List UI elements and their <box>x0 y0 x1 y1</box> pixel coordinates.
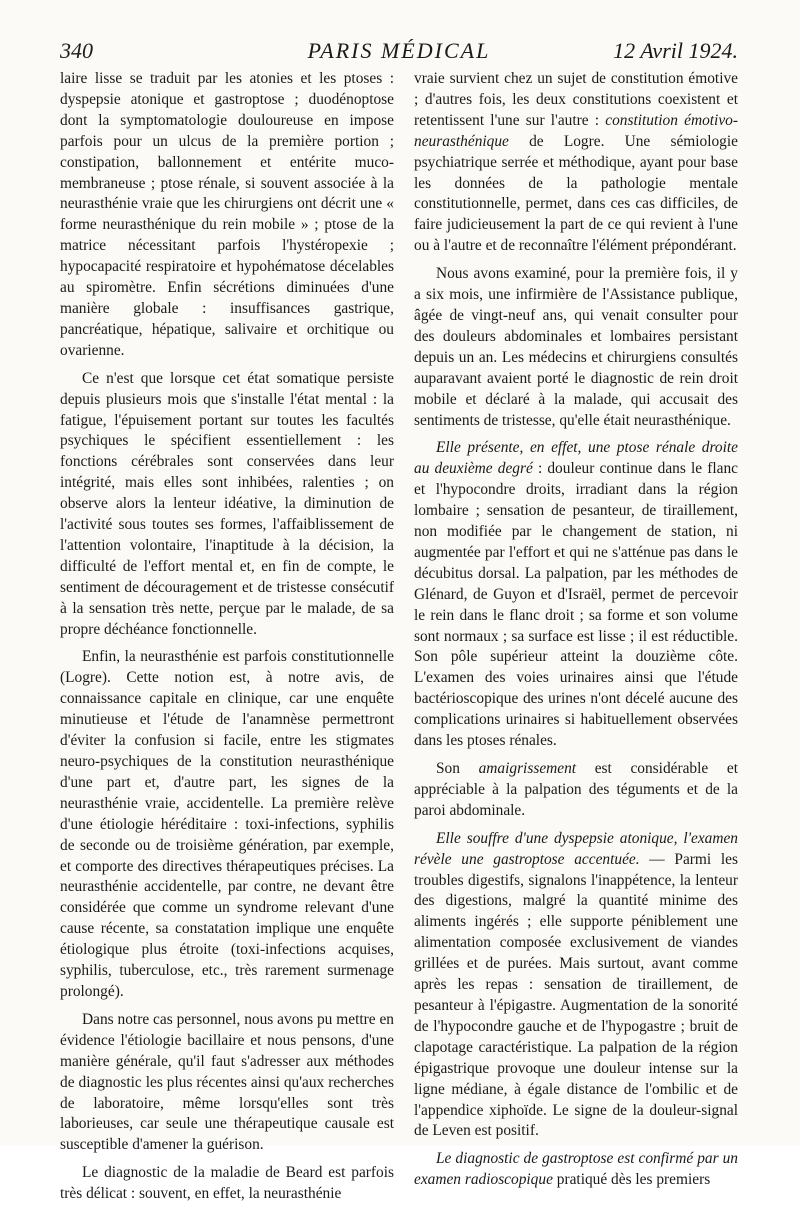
text-run: vraie survient chez un sujet de constitution émotive ; d'autres fois, les deux constitutions coexistent et retentissent l'une sur l'autre : <box>414 70 738 129</box>
paragraph: Enfin, la neurasthénie est parfois constitutionnelle (Logre). Cette notion est, à notre avis, de connaissance capitale en clinique, car une enquête minutieuse et l'étude de l'anamnèse permettront d'éviter la confusion si facile, entre les stigmates neuro-psychiques de la constitution neurasthénique d'une part et, d'autre part, les signes de la neurasthénie vraie, accidentelle. La première relève d'une étiologie héréditaire : toxi-infections, syphilis de seconde ou de troisième génération, par exemple, et comporte des directives thérapeutiques précises. La neurasthénie accidentelle, par contre, ne devant être considérée que comme un syndrome relevant d'une cause récente, sa constatation implique une enquête étiologique plus étroite (toxi-infections acquises, syphilis, tuberculose, etc., très rarement surmenage prolongé). <box>60 648 394 1000</box>
right-column <box>414 69 738 1189</box>
issue-date: 12 Avril 1924. <box>613 38 738 63</box>
text-run: Son <box>436 760 479 777</box>
paragraph <box>414 69 738 257</box>
paragraph: laire lisse se traduit par les atonies et les ptoses : dyspepsie atonique et gastroptose ; duodénoptose dont la symptomatologie douloureuse en impose parfois pour un ulcus de la première portion ; constipation, ballonnement et entérite muco-membraneuse ; ptose rénale, si souvent associée à la neurasthénie vraie que les chirurgiens ont décrit une « forme neurasthénique du rein mobile » ; ptose de la matrice nécessitant parfois l'hystéropexie ; hypocapacité respiratoire et hypohématose décelables au spiromètre. Enfin sécrétions diminuées d'une manière globale : insuffisances gastrique, pancréatique, hépatique, salivaire et orchitique ou ovarienne. <box>60 70 394 359</box>
text-run: est considérable et appréciable à la palpation des téguments et de la paroi abdominale. <box>414 760 738 819</box>
paragraph: Le diagnostic de la maladie de Beard est parfois très délicat : souvent, en effet, la neurasthénie <box>60 1164 394 1203</box>
text-run: pratiqué dès les premiers <box>552 1171 711 1189</box>
text-run: : douleur continue dans le flanc et l'hypocondre droits, irradiant dans la région lombaire ; sensation de pesanteur, de tiraillement, non modifiée par le changement de station, ni augmentée par l'effort et qui ne s'atténue pas dans le décubitus dorsal. La palpation, par les méthodes de Glénard, de Guyon et d'Israël, permet de percevoir le rein dans le flanc droit ; sa forme et son volume sont normaux ; sa surface est lisse ; il est réductible. Son pôle supérieur atteint la douzième côte. L'examen des voies urinaires ainsi que l'étude bactérioscopique des urines n'ont décelé aucune des complications urinaires si habituellement observées dans les ptoses rénales. <box>414 460 738 750</box>
page-number: 340 <box>60 38 93 63</box>
left-column <box>60 69 394 1203</box>
italic-heading: Le diagnostic de gastroptose est confirmé par un examen radioscopique <box>414 1150 738 1189</box>
paragraph: Nous avons examiné, pour la première fois, il y a six mois, une infirmière de l'Assistance publique, âgée de vingt-neuf ans, qui venait consulter pour des douleurs abdominales et lombaires persistant depuis un an. Les médecins et chirurgiens consultés auparavant avaient porté le diagnostic de rein droit mobile et déclaré à la malade, qui accusait des sentiments de tristesse, qu'elle était neurasthénique. <box>414 265 738 429</box>
journal-title: PARIS MÉDICAL <box>307 38 491 63</box>
paragraph: Dans notre cas personnel, nous avons pu mettre en évidence l'étiologie bacillaire et nous pensons, d'une manière générale, qu'il faut s'adresser aux méthodes de diagnostic les plus récentes ainsi qu'aux recherches de laboratoire, même lorsqu'elles sont très laborieuses, car seule une thérapeutique causale est susceptible d'amener la guérison. <box>60 1010 394 1154</box>
italic-term: amaigrissement <box>478 760 577 777</box>
text-run: de Logre. Une sémiologie psychiatrique serrée et méthodique, ayant pour base les données de la pathologie mentale constitutionnelle, permet, dans ces cas difficiles, de faire judicieusement la part de ce qui revient à l'une ou à l'autre et de reconnaître l'élément prépondérant. <box>414 132 738 255</box>
paragraph <box>414 829 738 1143</box>
paragraph <box>414 1149 738 1191</box>
paragraph <box>414 759 738 822</box>
italic-heading: Elle souffre d'une dyspepsie atonique, l'examen révèle une gastroptose accentuée. <box>414 829 738 868</box>
page-header <box>60 34 738 74</box>
italic-term: constitution émotivo-neurasthénique <box>414 111 738 150</box>
text-run: — Parmi les troubles digestifs, signalons l'inappétence, la lenteur des digestions, malgré la quantité minime des aliments ingérés ; elle supporte péniblement une alimentation composée exclusivement de viandes grillées et de purées. Mais surtout, avant comme après les repas : sensation de tiraillement, de pesanteur à l'épigastre. Augmentation de la sonorité de l'hypocondre gauche et de l'hypogastre ; bruit de clapotage caractéristique. La palpation de la région épigastrique provoque une douleur intense sur la ligne médiane, à égale distance de l'ombilic et de l'appendice xiphoïde. Le signe de la douleur-signal de Leven est positif. <box>414 850 738 1140</box>
paragraph: Ce n'est que lorsque cet état somatique persiste depuis plusieurs mois que s'installe l'état mental : la fatigue, l'épuisement portant sur toutes les facultés psychiques le spécifient essentiellement : les fonctions cérébrales sont conservées dans leur intégrité, mais elles sont inhibées, ralenties ; on observe alors la lenteur idéative, la diminution de l'activité sous toutes ses formes, l'affaiblissement de l'attention volontaire, l'inaptitude à la décision, la difficulté de l'effort mental et, en fin de compte, le sentiment de découragement et de tristesse consécutif à la sensation très nette, perçue par le malade, de sa propre déchéance fonctionnelle. <box>60 369 394 638</box>
paragraph <box>414 438 738 752</box>
italic-heading: Elle présente, en effet, une ptose rénale droite au deuxième degré <box>414 439 738 478</box>
